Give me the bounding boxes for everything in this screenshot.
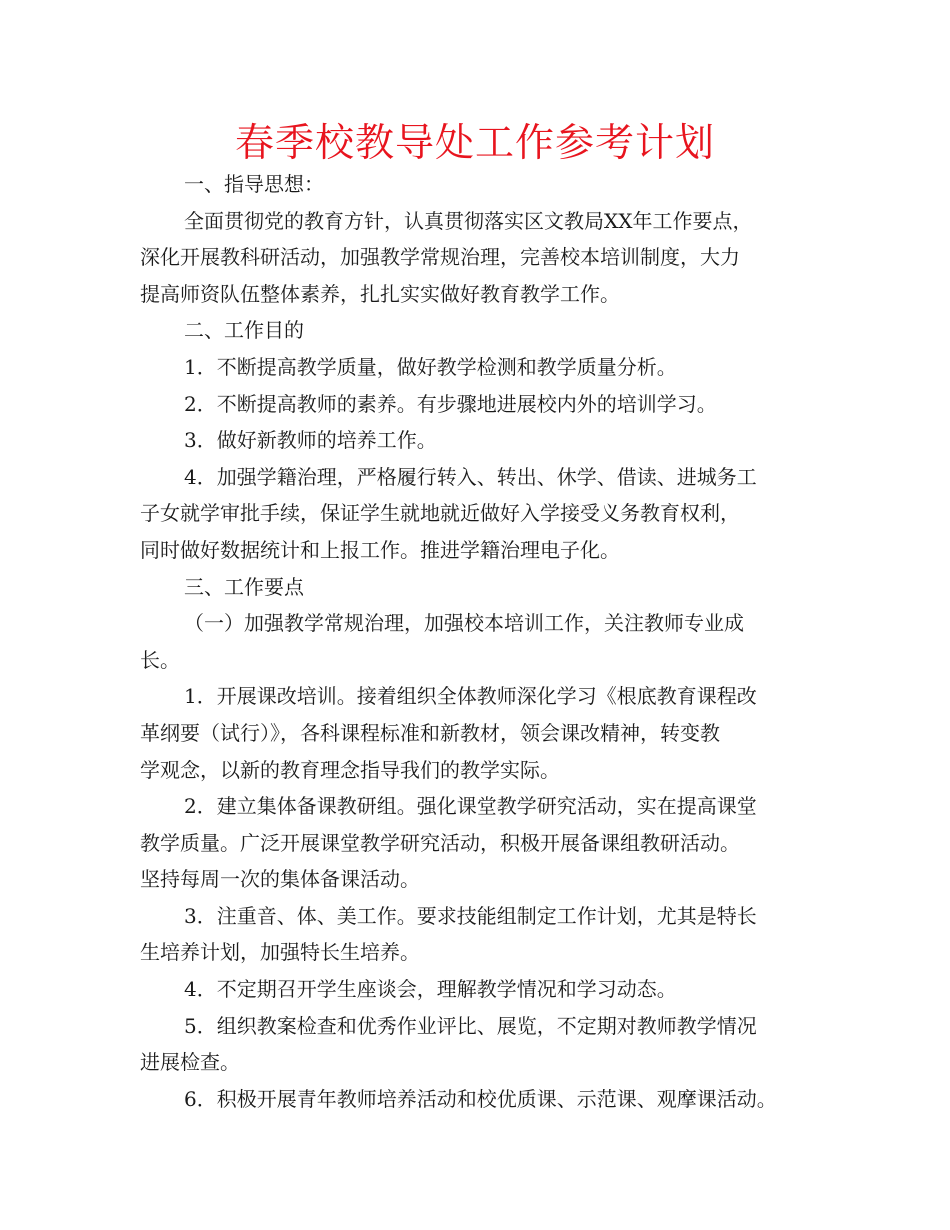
- text-line: （一）加强教学常规治理，加强校本培训工作，关注教师专业成: [184, 611, 744, 636]
- text-line: 全面贯彻党的教育方针，认真贯彻落实区文教局XX年工作要点，: [184, 208, 753, 233]
- text-line: 二、工作目的: [184, 318, 304, 343]
- text-line: 提高师资队伍整体素养，扎扎实实做好教育教学工作。: [140, 281, 620, 306]
- text-line: 4．加强学籍治理，严格履行转入、转出、休学、借读、进城务工: [184, 464, 757, 489]
- text-line: 2．建立集体备课教研组。强化课堂教学研究活动，实在提高课堂: [184, 794, 757, 819]
- text-line: 深化开展教科研活动，加强教学常规治理，完善校本培训制度，大力: [140, 245, 740, 270]
- text-line: 5．组织教案检查和优秀作业评比、展览，不定期对教师教学情况: [184, 1013, 757, 1038]
- text-line: 革纲要（试行）》，各科课程标准和新教材，领会课改精神，转变教: [140, 720, 720, 745]
- text-line: 一、指导思想：: [184, 172, 324, 196]
- text-line: 1．不断提高教学质量，做好教学检测和教学质量分析。: [184, 354, 677, 379]
- text-line: 3．注重音、体、美工作。要求技能组制定工作计划，尤其是特长: [184, 903, 757, 928]
- text-line: 1．开展课改培训。接着组织全体教师深化学习《根底教育课程改: [184, 684, 757, 709]
- text-line: 三、工作要点: [184, 574, 304, 599]
- text-line: 进展检查。: [140, 1050, 240, 1075]
- text-line: 3．做好新教师的培养工作。: [184, 428, 437, 453]
- document-title: 春季校教导处工作参考计划: [234, 121, 715, 166]
- document-body: [140, 166, 812, 1117]
- text-line: 教学质量。广泛开展课堂教学研究活动，积极开展备课组教研活动。: [140, 830, 740, 855]
- text-line: 2．不断提高教师的素养。有步骤地进展校内外的培训学习。: [184, 391, 717, 416]
- text-line: 长。: [140, 647, 180, 672]
- text-line: 坚持每周一次的集体备课活动。: [140, 867, 420, 892]
- text-line: 4．不定期召开学生座谈会，理解教学情况和学习动态。: [184, 977, 677, 1002]
- text-line: 6．积极开展青年教师培养活动和校优质课、示范课、观摩课活动。: [184, 1086, 777, 1111]
- text-line: 学观念，以新的教育理念指导我们的教学实际。: [140, 757, 560, 782]
- text-line: 子女就学审批手续，保证学生就地就近做好入学接受义务教育权利，: [140, 501, 740, 526]
- text-line: 生培养计划，加强特长生培养。: [140, 940, 420, 965]
- text-line: 同时做好数据统计和上报工作。推进学籍治理电子化。: [140, 537, 620, 562]
